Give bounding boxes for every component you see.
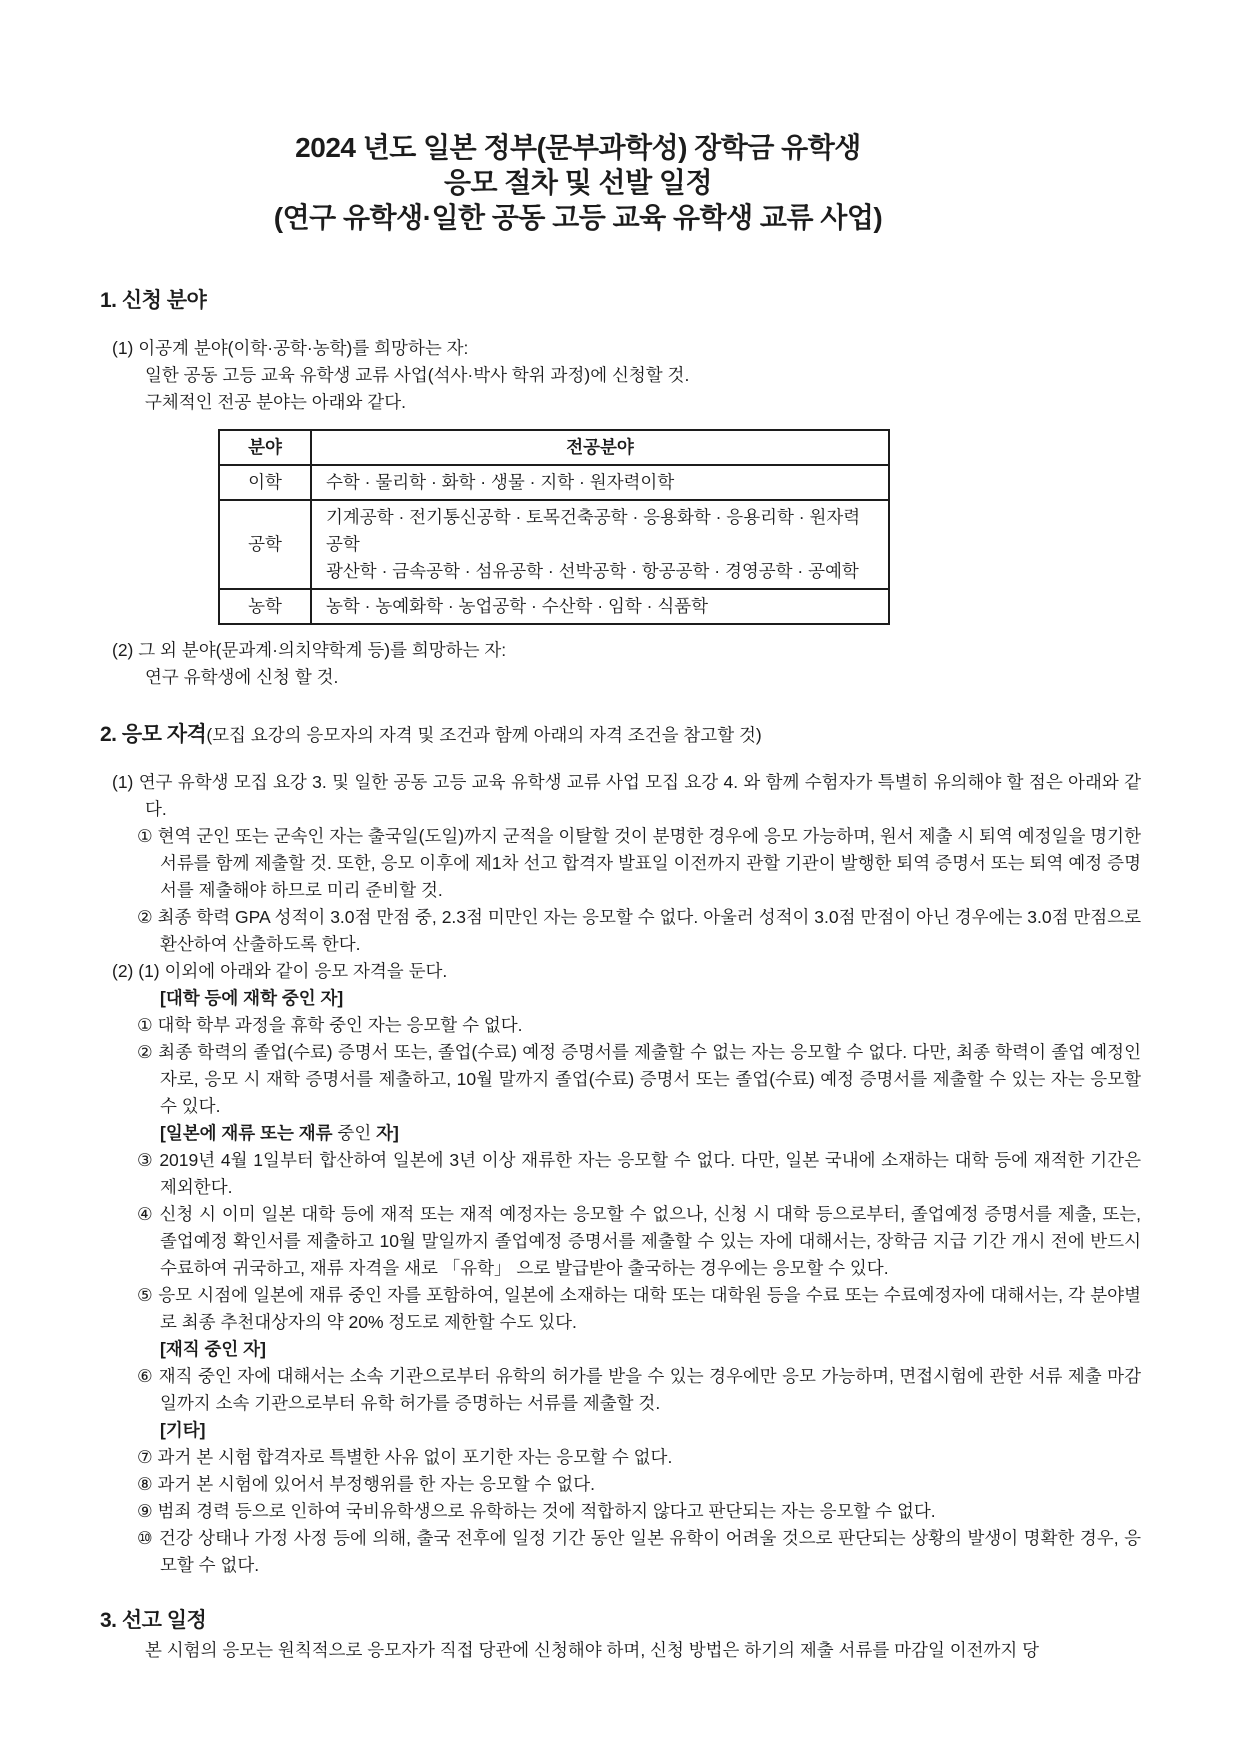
table-cell-field: 이학 — [219, 465, 311, 500]
table-cell-majors: 농학 · 농예화학 · 농업공학 · 수산학 · 임학 · 식품학 — [311, 589, 889, 624]
group-heading-in-japan — [100, 1120, 1141, 1147]
clause-5: ⑤ 응모 시점에 일본에 재류 중인 자를 포함하여, 일본에 소재하는 대학 또는 대학원 등을 수료 또는 수료예정자에 대해서는, 각 분야별로 최종 추천대상자의 약 20% 정도로 제한할 수도 있다. — [137, 1285, 1141, 1332]
group-heading-bold-2: 자] — [376, 1123, 399, 1143]
section1-item-1-sub-2: 구체적인 전공 분야는 아래와 같다. — [145, 392, 406, 412]
clause-6: ⑥ 재직 중인 자에 대해서는 소속 기관으로부터 유학의 허가를 받을 수 있는 경우에만 응모 가능하며, 면접시험에 관한 서류 제출 마감일까지 소속 기관으로부터 유학 허가를 증명하는 서류를 제출할 것. — [137, 1366, 1141, 1413]
table-row — [219, 500, 889, 589]
group-heading-regular: 중인 — [332, 1123, 377, 1143]
table-cell-field: 농학 — [219, 589, 311, 624]
title-line-3: (연구 유학생·일한 공동 고등 교육 유학생 교류 사업) — [273, 202, 883, 233]
majors-table-header-majors: 전공분야 — [311, 430, 889, 465]
table-row — [219, 465, 889, 500]
clause-10: ⑩ 건강 상태나 가정 사정 등에 의해, 출국 전후에 일정 기간 동안 일본 유학이 어려울 것으로 판단되는 상황의 발생이 명확한 경우, 응모할 수 없다. — [137, 1528, 1141, 1575]
title-line-1: 2024 년도 일본 정부(문부과학성) 장학금 유학생 — [295, 132, 861, 163]
section-2-heading-note: (모집 요강의 응모자의 자격 및 조건과 함께 아래의 자격 조건을 참고할 것) — [206, 725, 762, 745]
section1-item-1: (1) 이공계 분야(이학·공학·농학)를 희망하는 자: — [112, 338, 469, 358]
group-heading-employed: [재직 중인 자] — [160, 1339, 266, 1359]
section2-item-1-clause-2: ② 최종 학력 GPA 성적이 3.0점 만점 중, 2.3점 미만인 자는 응모할 수 없다. 아울러 성적이 3.0점 만점이 아닌 경우에는 3.0점 만점으로 환산하여 산출하도록 한다. — [137, 907, 1141, 954]
clause-8: ⑧ 과거 본 시험에 있어서 부정행위를 한 자는 응모할 수 없다. — [137, 1474, 595, 1494]
table-cell-field: 공학 — [219, 500, 311, 589]
section-2-heading — [100, 721, 1141, 749]
table-cell-majors: 수학 · 물리학 · 화학 · 생물 · 지학 · 원자력이학 — [311, 465, 889, 500]
clause-9: ⑨ 범죄 경력 등으로 인하여 국비유학생으로 유학하는 것에 적합하지 않다고 판단되는 자는 응모할 수 없다. — [137, 1501, 936, 1521]
section1-item-1-sub-1: 일한 공동 고등 교육 유학생 교류 사업(석사·박사 학위 과정)에 신청할 것. — [145, 365, 690, 385]
clause-2: ② 최종 학력의 졸업(수료) 증명서 또는, 졸업(수료) 예정 증명서를 제출할 수 없는 자는 응모할 수 없다. 다만, 최종 학력이 졸업 예정인 자로, 응모 시 재학 증명서를 제출하고, 10월 말까지 졸업(수료) 증명서 또는 졸업(수료) 예정 증명서를 제출할 수 있는 자는 응모할 수 있다. — [137, 1042, 1141, 1116]
clause-1: ① 대학 학부 과정을 휴학 중인 자는 응모할 수 없다. — [137, 1015, 523, 1035]
majors-table-header-field: 분야 — [219, 430, 311, 465]
majors-table-header-row — [219, 430, 889, 465]
section2-item-2: (2) (1) 이외에 아래와 같이 응모 자격을 둔다. — [112, 961, 448, 981]
group-heading-bold-1: [일본에 재류 또는 재류 — [160, 1123, 333, 1143]
table-cell-majors — [311, 500, 889, 589]
section3-body: 본 시험의 응모는 원칙적으로 응모자가 직접 당관에 신청해야 하며, 신청 방법은 하기의 제출 서류를 마감일 이전까지 당 — [145, 1640, 1040, 1660]
clause-7: ⑦ 과거 본 시험 합격자로 특별한 사유 없이 포기한 자는 응모할 수 없다. — [137, 1447, 673, 1467]
section1-item-2: (2) 그 외 분야(문과계·의치약학계 등)를 희망하는 자: — [112, 640, 507, 660]
group-heading-enrolled: [대학 등에 재학 중인 자] — [160, 988, 344, 1008]
section-1-heading: 1. 신청 분야 — [100, 289, 207, 312]
majors-line-1: 기계공학 · 전기통신공학 · 토목건축공학 · 응용화학 · 응용리학 · 원자력공학 — [326, 507, 861, 554]
section2-item-1: (1) 연구 유학생 모집 요강 3. 및 일한 공동 고등 교육 유학생 교류 사업 모집 요강 4. 와 함께 수험자가 특별히 유의해야 할 점은 아래와 같다. — [112, 772, 1141, 819]
majors-line-2: 광산학 · 금속공학 · 섬유공학 · 선박공학 · 항공공학 · 경영공학 · 공예학 — [326, 561, 859, 581]
table-row — [219, 589, 889, 624]
group-heading-other: [기타] — [160, 1420, 206, 1440]
section-3-heading: 3. 선고 일정 — [100, 1609, 207, 1632]
document-title — [100, 130, 1056, 235]
section1-item-2-sub-1: 연구 유학생에 신청 할 것. — [145, 667, 339, 687]
clause-3: ③ 2019년 4월 1일부터 합산하여 일본에 3년 이상 재류한 자는 응모할 수 없다. 다만, 일본 국내에 소재하는 대학 등에 재적한 기간은 제외한다. — [137, 1150, 1141, 1197]
title-line-2: 응모 절차 및 선발 일정 — [443, 167, 713, 198]
clause-4: ④ 신청 시 이미 일본 대학 등에 재적 또는 재적 예정자는 응모할 수 없으나, 신청 시 대학 등으로부터, 졸업예정 증명서를 제출, 또는, 졸업예정 확인서를 제출하고 10월 말일까지 졸업예정 증명서를 제출할 수 있는 자에 대해서는, 장학금 지급 기간 개시 전에 반드시 수료하여 귀국하고, 재류 자격을 새로 「유학」 으로 발급받아 출국하는 경우에는 응모할 수 있다. — [137, 1204, 1141, 1278]
section2-item-1-clause-1: ① 현역 군인 또는 군속인 자는 출국일(도일)까지 군적을 이탈할 것이 분명한 경우에 응모 가능하며, 원서 제출 시 퇴역 예정일을 명기한 서류를 함께 제출할 것. 또한, 응모 이후에 제1차 선고 합격자 발표일 이전까지 관할 기관이 발행한 퇴역 증명서 또는 퇴역 예정 증명서를 제출해야 하므로 미리 준비할 것. — [137, 826, 1141, 900]
majors-table — [218, 429, 890, 625]
section-2-heading-bold: 2. 응모 자격 — [100, 723, 207, 746]
